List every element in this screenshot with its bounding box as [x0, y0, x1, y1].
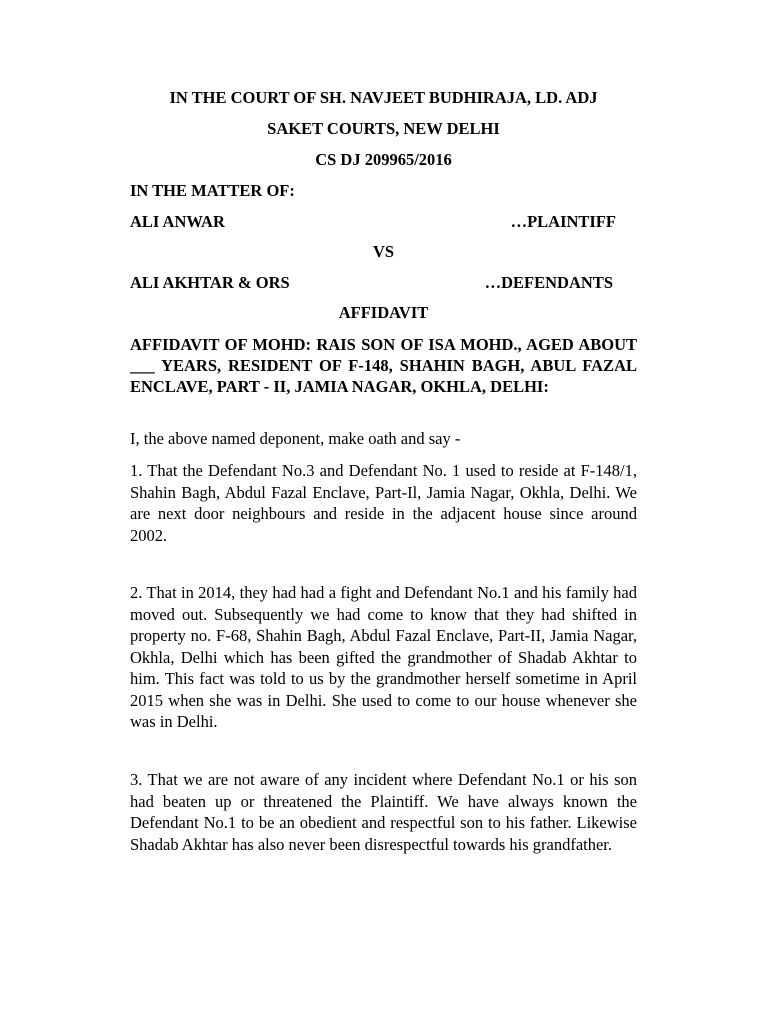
- case-number: CS DJ 209965/2016: [315, 150, 452, 169]
- paragraph-2: 2. That in 2014, they had had a fight and Defendant No.1 and his family had moved out. Subsequently we had come to know that they had shifted in property no. F-68, Shahin Bagh, Abdul Fazal Enclave, Part-II, Jamia Nagar, Okhla, Delhi which has been gifted the grandmother of Shadab Akhtar to him. This fact was told to us by the grandmother herself sometime in April 2015 when she was in Delhi. She used to come to our house whenever she was in Delhi.: [130, 583, 637, 731]
- paragraph-3: 3. That we are not aware of any incident where Defendant No.1 or his son had beaten up or threatened the Plaintiff. We have always known the Defendant No.1 to be an obedient and respectful son to his father. Likewise Shadab Akhtar has also never been disrespectful towards his grandfather.: [130, 770, 637, 854]
- document-title: AFFIDAVIT: [338, 303, 429, 322]
- versus-label: VS: [372, 242, 395, 261]
- plaintiff-line: [130, 212, 637, 232]
- deponent-description: AFFIDAVIT OF MOHD: RAIS SON OF ISA MOHD., AGED ABOUT ___ YEARS, RESIDENT OF F-148, SHAHIN BAGH, ABUL FAZAL ENCLAVE, PART - II, JAMIA NAGAR, OKHLA, DELHI:: [130, 335, 637, 396]
- defendant-role: …DEFENDANTS: [484, 273, 613, 292]
- plaintiff-name: ALI ANWAR: [130, 212, 225, 231]
- paragraph-1: 1. That the Defendant No.3 and Defendant No. 1 used to reside at F-148/1, Shahin Bagh, Abdul Fazal Enclave, Part-Il, Jamia Nagar, Okhla, Delhi. We are next door neighbours and reside in the adjacent house since around 2002.: [130, 461, 637, 545]
- plaintiff-role: …PLAINTIFF: [510, 212, 616, 231]
- defendant-line: [130, 273, 637, 293]
- court-heading: IN THE COURT OF SH. NAVJEET BUDHIRAJA, LD. ADJ: [169, 88, 598, 107]
- affidavit-page: [130, 0, 637, 1024]
- matter-label: IN THE MATTER OF:: [130, 181, 295, 200]
- court-location: SAKET COURTS, NEW DELHI: [267, 119, 500, 138]
- oath-statement: I, the above named deponent, make oath and say -: [130, 429, 461, 448]
- defendant-name: ALI AKHTAR & ORS: [130, 273, 290, 292]
